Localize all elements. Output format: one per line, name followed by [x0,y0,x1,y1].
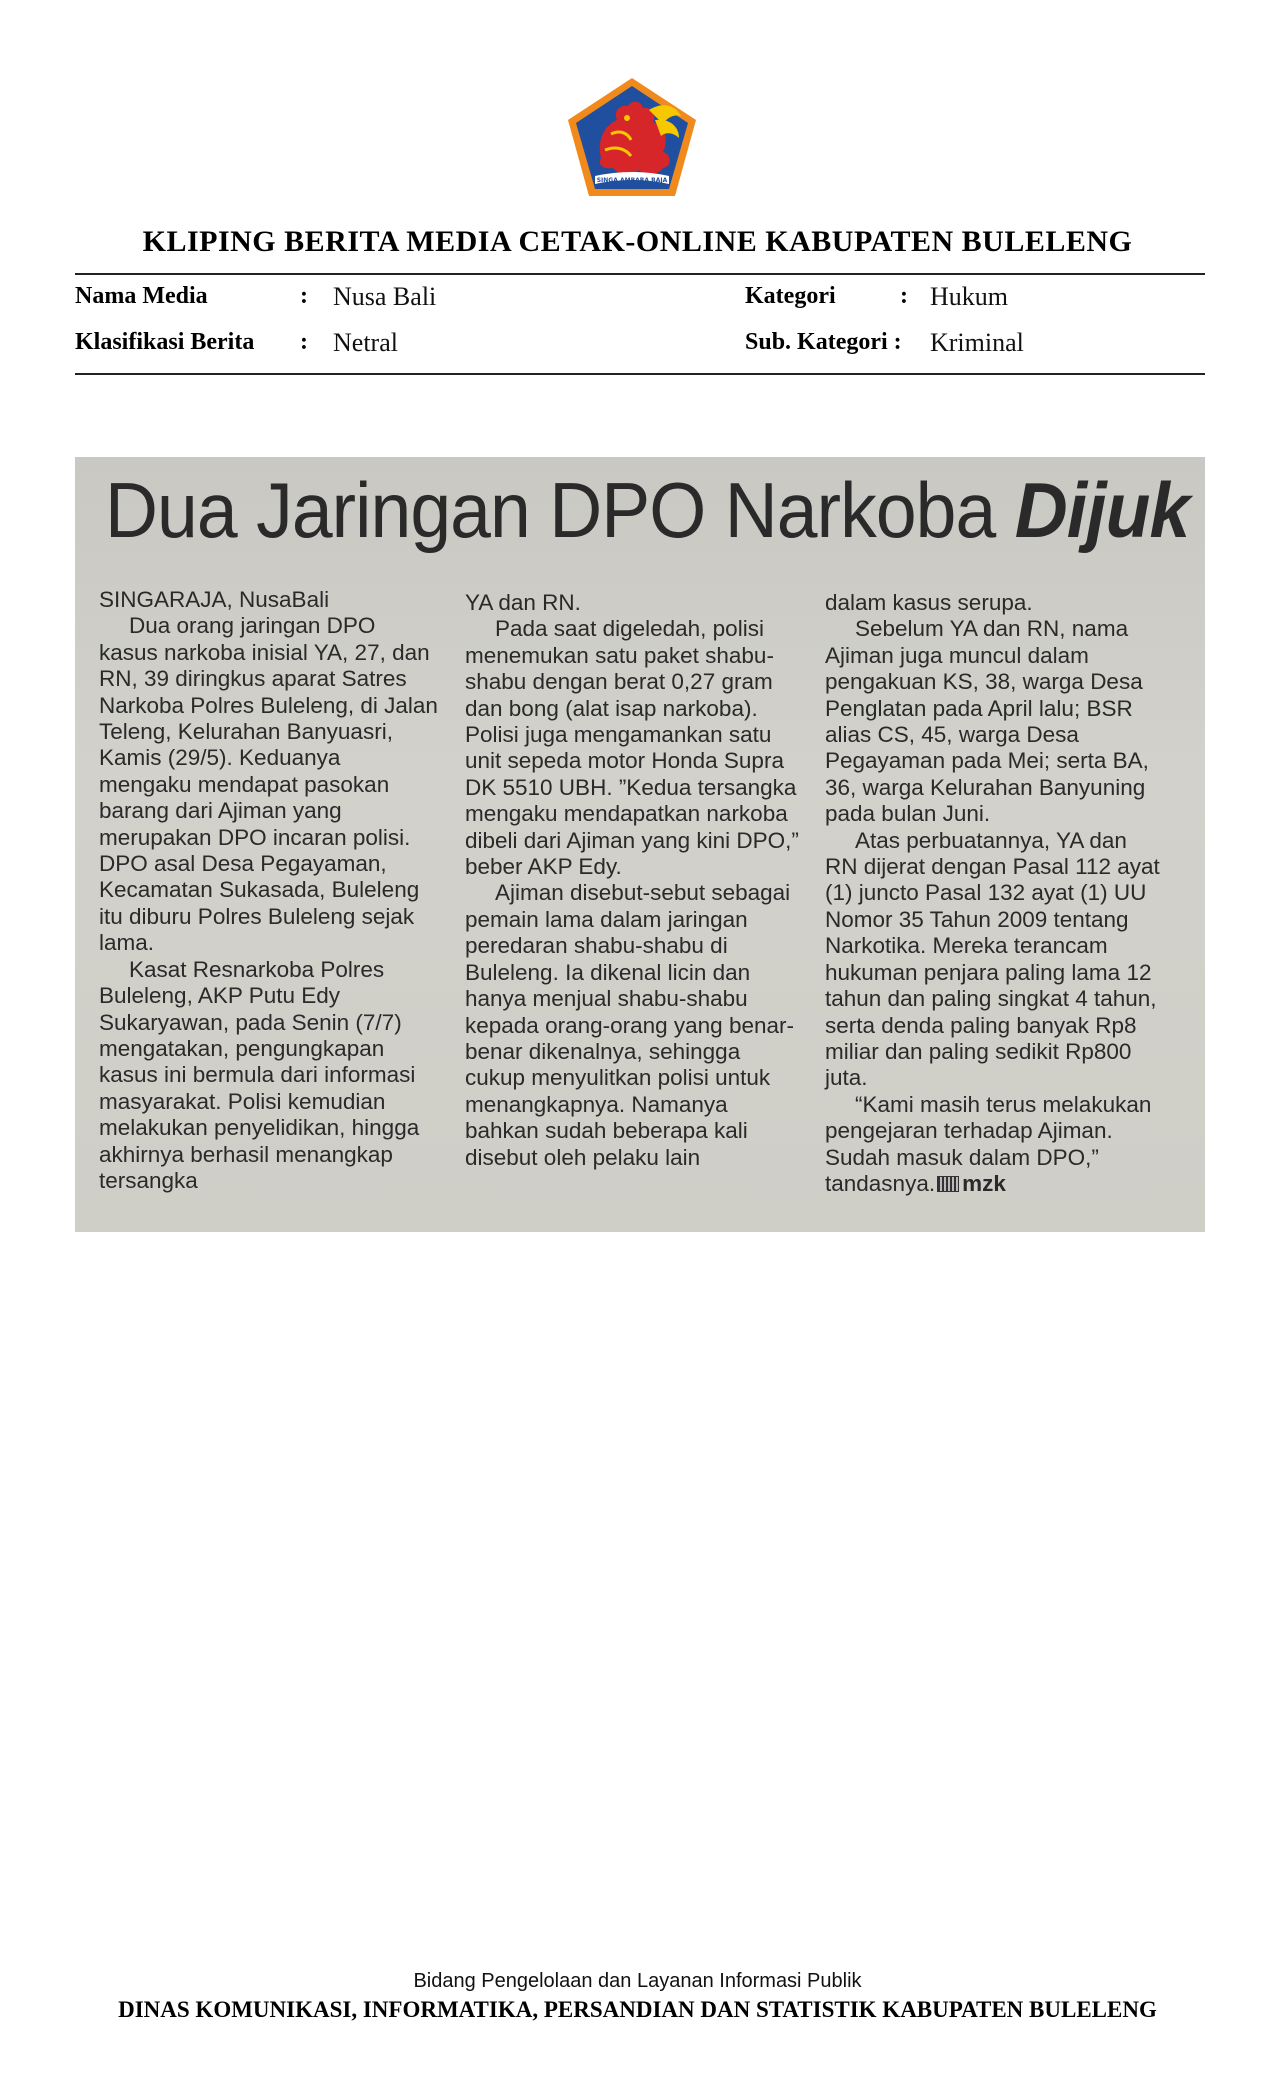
paragraph: Dua orang jaringan DPO kasus narkoba inisial YA, 27, dan RN, 39 diringkus aparat Satres Narkoba Polres Buleleng, di Jalan Teleng, Kelurahan Banyuasri, Kamis (29/5). Keduanya mengaku mendapat pasokan barang dari Ajiman yang merupakan DPO incaran polisi. DPO asal Desa Pegayaman, Kecamatan Sukasada, Buleleng itu diburu Polres Buleleng sejak lama. [99,613,438,956]
article-column-2 [465,590,805,1171]
subkategori-label: Sub. Kategori : [745,329,902,355]
divider-bottom [75,373,1205,375]
page-title: KLIPING BERITA MEDIA CETAK-ONLINE KABUPATEN BULELENG [142,225,1133,258]
dateline: SINGARAJA, NusaBali [99,587,330,612]
paragraph-closing [825,1092,1165,1198]
media-value: Nusa Bali [333,282,437,311]
paragraph-continuation: dalam kasus serupa. [825,590,1033,615]
klasifikasi-value: Netral [333,328,398,357]
media-colon: : [300,283,308,309]
pencil-icon [937,1176,959,1192]
paragraph: Sebelum YA dan RN, nama Ajiman juga muncul dalam pengakuan KS, 38, warga Desa Penglatan pada April lalu; BSR alias CS, 45, warga Desa Pegayaman pada Mei; serta BA, 36, warga Kelurahan Banyuning pada bulan Juni. [825,616,1149,827]
article-headline [105,465,1189,556]
subkategori-value: Kriminal [930,328,1024,357]
footer-agency: DINAS KOMUNIKASI, INFORMATIKA, PERSANDIAN DAN STATISTIK KABUPATEN BULELENG [118,1997,1157,2022]
klasifikasi-label: Klasifikasi Berita [75,329,255,355]
divider-top [75,273,1205,275]
media-label: Nama Media [75,283,208,309]
headline-italic-text: Dijuk [1014,466,1190,554]
kategori-value: Hukum [930,282,1008,311]
headline-text: Dua Jaringan DPO Narkoba [105,466,1015,554]
article-column-3 [825,590,1165,1197]
kategori-label: Kategori [745,283,836,309]
paragraph-continuation: YA dan RN. [465,590,581,615]
footer-department: Bidang Pengelolaan dan Layanan Informasi Publik [413,1970,862,1992]
buleleng-crest-logo [565,76,699,200]
author-initials: mzk [962,1170,1006,1196]
closing-quote: “Kami masih terus melakukan pengejaran terhadap Ajiman. Sudah masuk dalam DPO,” tandasnya. [825,1091,1152,1196]
klasifikasi-colon: : [300,329,308,355]
kategori-colon: : [900,283,908,309]
logo-motto: SINGA AMBARA RAJA [596,177,668,184]
article-column-1 [99,587,439,1194]
paragraph: Kasat Resnarkoba Polres Buleleng, AKP Putu Edy Sukaryawan, pada Senin (7/7) mengatakan, pengungkapan kasus ini bermula dari informasi masyarakat. Polisi kemudian melakukan penyelidikan, hingga akhirnya berhasil menangkap tersangka [99,956,420,1193]
paragraph: Pada saat digeledah, polisi menemukan satu paket shabu-shabu dengan berat 0,27 gram dan bong (alat isap narkoba). Polisi juga mengamankan satu unit sepeda motor Honda Supra DK 5510 UBH. ”Kedua tersangka mengaku mendapatkan narkoba dibeli dari Ajiman yang kini DPO,” beber AKP Edy. [465,616,799,880]
paragraph: Atas perbuatannya, YA dan RN dijerat dengan Pasal 112 ayat (1) juncto Pasal 132 ayat (1) UU Nomor 35 Tahun 2009 tentang Narkotika. Mereka terancam hukuman penjara paling lama 12 tahun dan paling singkat 4 tahun, serta denda paling banyak Rp8 miliar dan paling sedikit Rp800 juta. [825,827,1160,1091]
paragraph: Ajiman disebut-sebut sebagai pemain lama dalam jaringan peredaran shabu-shabu di Buleleng. Ia dikenal licin dan hanya menjual shabu-shabu kepada orang-orang yang benar-benar dikenalnya, sehingga cukup menyulitkan polisi untuk menangkapnya. Namanya bahkan sudah beberapa kali disebut oleh pelaku lain [465,880,794,1170]
news-clipping [75,457,1205,1232]
